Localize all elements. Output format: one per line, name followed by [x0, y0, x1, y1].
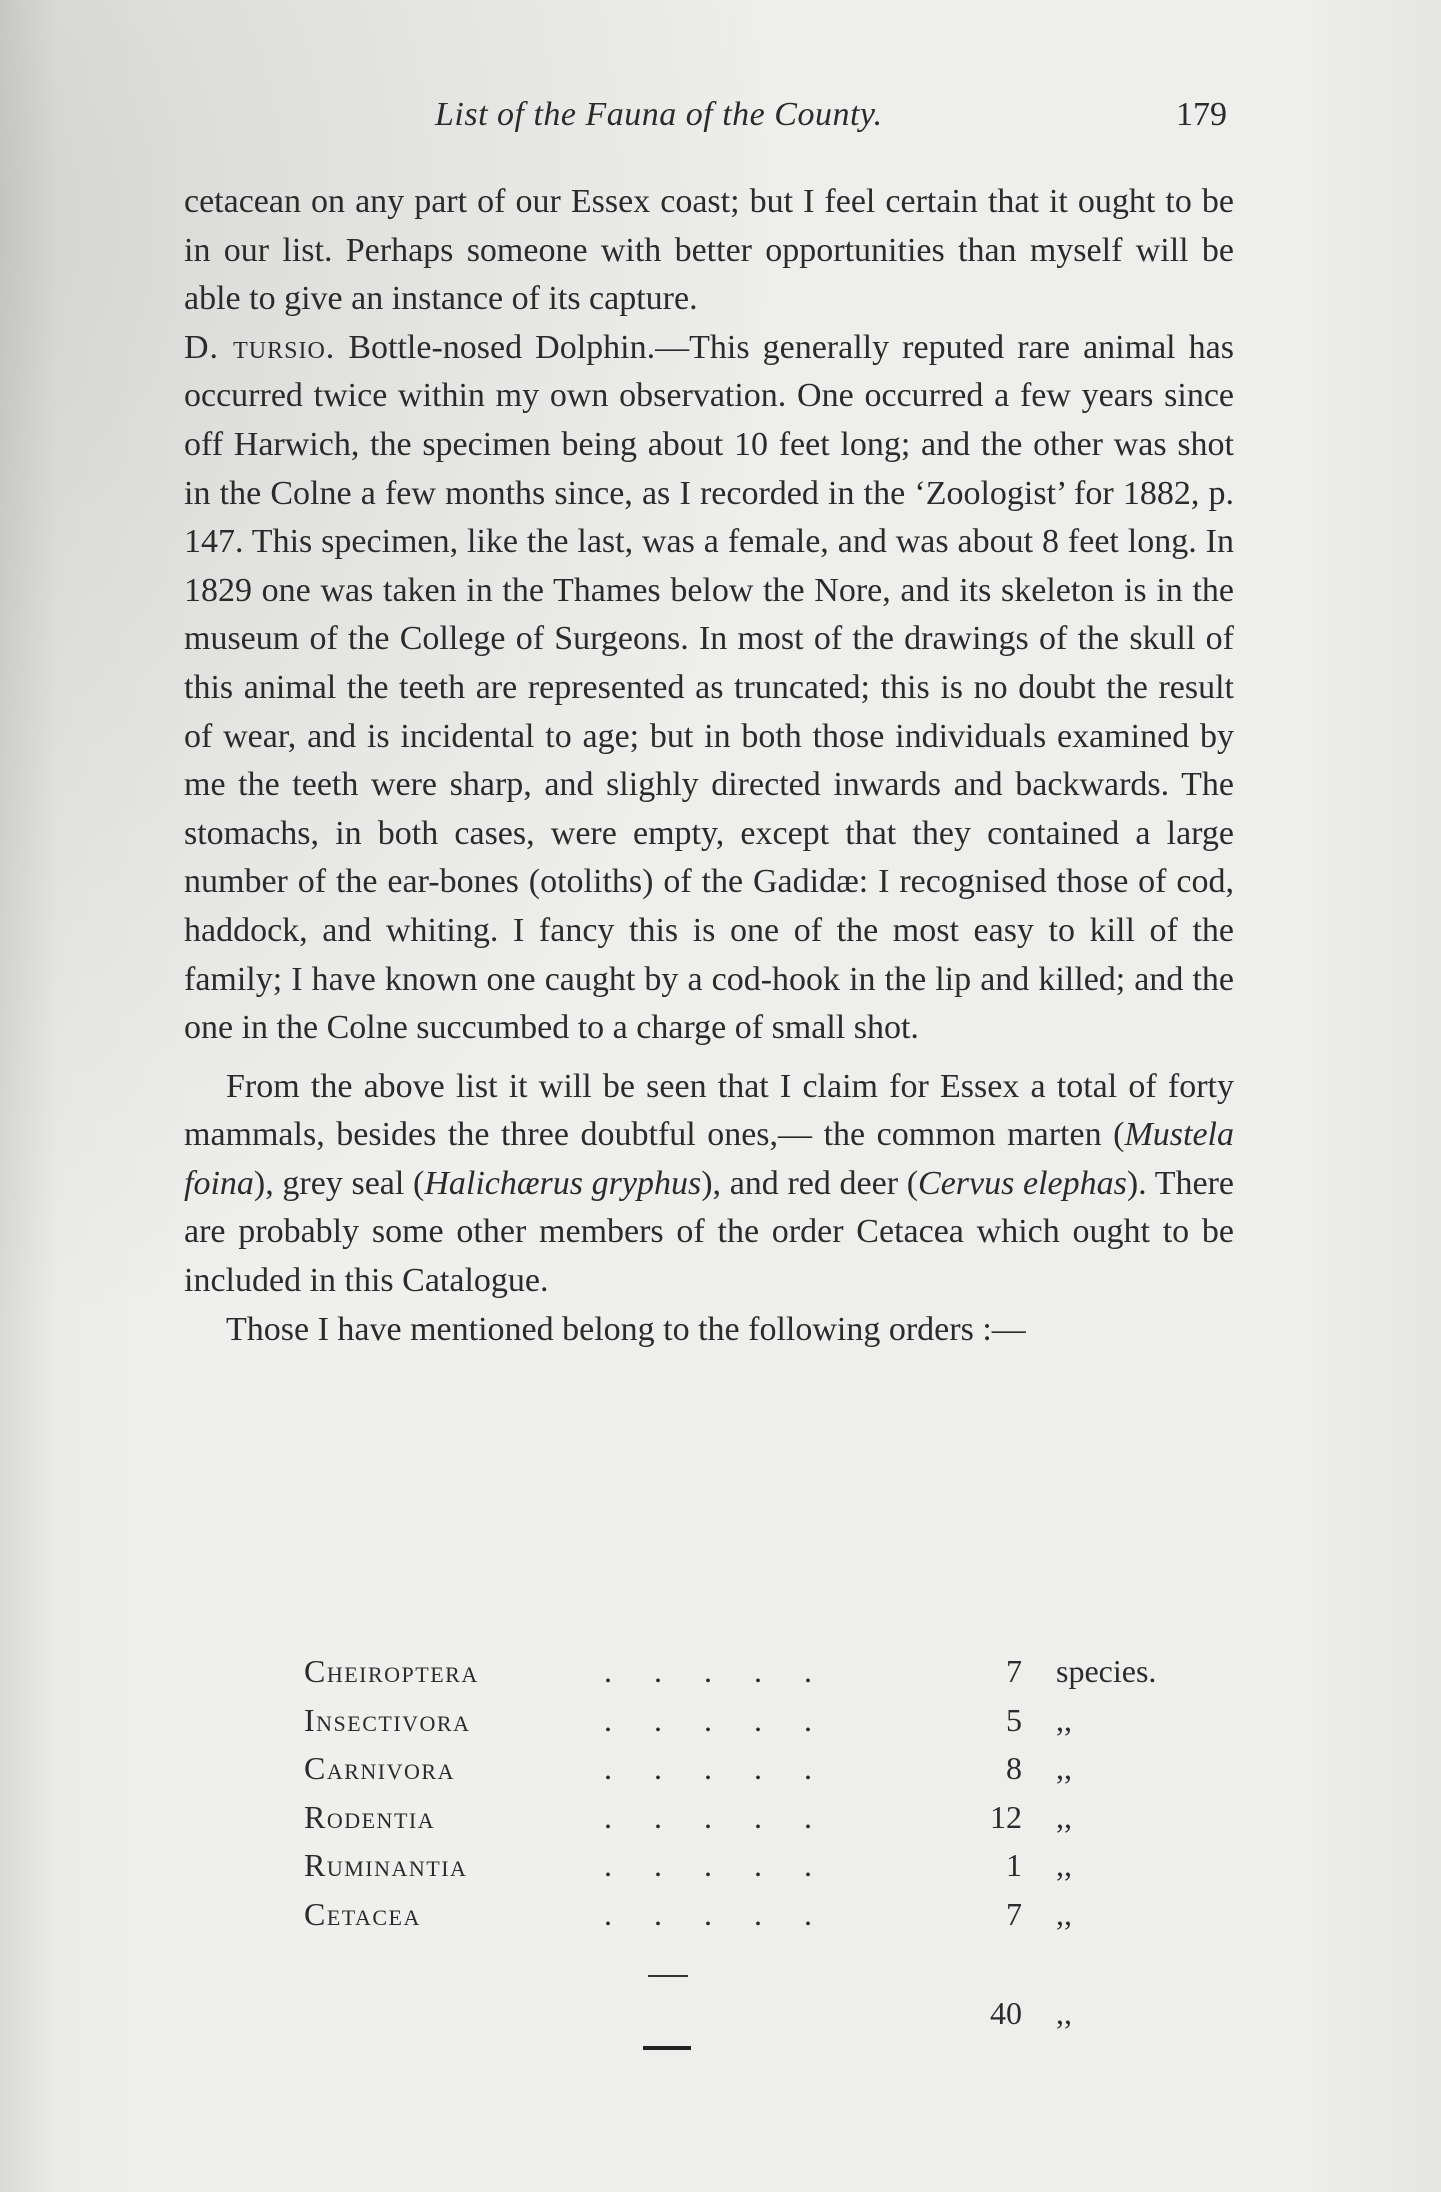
order-unit: ,, [1056, 1895, 1072, 1932]
paragraph-bottle-nosed-dolphin [184, 324, 1234, 1053]
order-unit: ,, [1056, 1847, 1072, 1883]
total-unit: ,, [1056, 1995, 1072, 2031]
species-halichaerus-gryphus: Halichærus gryphus [424, 1164, 702, 1202]
leader-dots: ..... [604, 1653, 854, 1689]
order-name: Cheiroptera [304, 1653, 479, 1689]
order-name: Carnivora [304, 1750, 455, 1786]
total-row [304, 1995, 1204, 2043]
species-cervus-elephas: Cervus elephas [918, 1164, 1127, 1202]
order-count: 7 [1006, 1653, 1022, 1689]
leader-dots: ..... [604, 1847, 854, 1883]
species-mustela-foina: Mustela foina [184, 1116, 1234, 1202]
order-name: Insectivora [304, 1701, 471, 1738]
summary-text-c: ), and red deer ( [701, 1164, 919, 1202]
order-count: 12 [990, 1798, 1022, 1835]
running-title: List of the Fauna of the County. [435, 96, 883, 133]
order-count: 7 [1006, 1895, 1022, 1932]
leader-dots: ..... [604, 1750, 854, 1786]
dolphin-description: Bottle-nosed Dolphin.—This generally reputed rare animal has occurred twice within my own observation. One occurred a few years since off Harwich, the specimen being about 10 feet long; and the other was shot in the Colne a few months since, as I recorded in the ‘Zoologist’ for 1882, p. 147. This specimen, like the last, was a female, and was about 8 feet long. In 1829 one was taken in the Thames below the Nore, and its skeleton is in the museum of the College of Surgeons. In most of the drawings of the skull of this animal the teeth are represented as truncated; this is no doubt the result of wear, and is incidental to age; but in both those individuals examined by me the teeth were sharp, and slighly directed inwards and backwards. The stomachs, in both cases, were empty, except that they contained a large number of the ear-bones (otoliths) of the Gadidæ: I recognised those of cod, haddock, and whiting. I fancy this is one of the most easy to kill of the family; I have known one caught by a cod-hook in the lip and killed; and the one in the Colne succumbed to a charge of small shot. [184, 328, 1234, 1047]
order-name: Cetacea [304, 1895, 421, 1932]
summary-text-a: From the above list it will be seen that I claim for Essex a total of forty mammals, besides the three doubtful ones,— the common marten ( [184, 1067, 1234, 1154]
orders-table [304, 1653, 1204, 1944]
order-name: Ruminantia [304, 1847, 468, 1883]
body-text [184, 178, 1234, 1354]
sum-rule [648, 1975, 688, 1977]
species-heading: D. tursio. [184, 328, 336, 366]
paragraph-summary [184, 1063, 1234, 1306]
order-unit: ,, [1056, 1798, 1072, 1835]
order-row [304, 1653, 1204, 1702]
leader-dots: ..... [604, 1798, 854, 1835]
order-row [304, 1896, 1204, 1945]
leader-dots: ..... [604, 1895, 854, 1932]
summary-text-d: ). There are probably some other members of the order Cetacea which ought to be included in this Catalogue. [184, 1164, 1235, 1300]
summary-text-b: ), grey seal ( [253, 1164, 425, 1202]
order-row [304, 1702, 1204, 1751]
total-count: 40 [990, 1995, 1022, 2031]
order-row [304, 1799, 1204, 1848]
paragraph-orders-intro: Those I have mentioned belong to the following orders :— [226, 1310, 1026, 1348]
order-count: 5 [1006, 1701, 1022, 1738]
page-header [435, 96, 1227, 144]
paragraph-cetacean-intro: cetacean on any part of our Essex coast; but I feel certain that it ought to be in our list. Perhaps someone with better opportunities than myself will be able to give an instance of its capture. [184, 183, 1234, 318]
order-count: 8 [1006, 1750, 1022, 1786]
order-count: 1 [1006, 1847, 1022, 1883]
total-underline [643, 2046, 691, 2050]
order-name: Rodentia [304, 1798, 436, 1835]
page-number: 179 [1176, 96, 1227, 133]
leader-dots: ..... [604, 1701, 854, 1738]
order-row [304, 1847, 1204, 1896]
order-unit: ,, [1056, 1750, 1072, 1786]
order-row [304, 1750, 1204, 1799]
order-unit: species. [1056, 1653, 1157, 1689]
order-unit: ,, [1056, 1701, 1072, 1738]
